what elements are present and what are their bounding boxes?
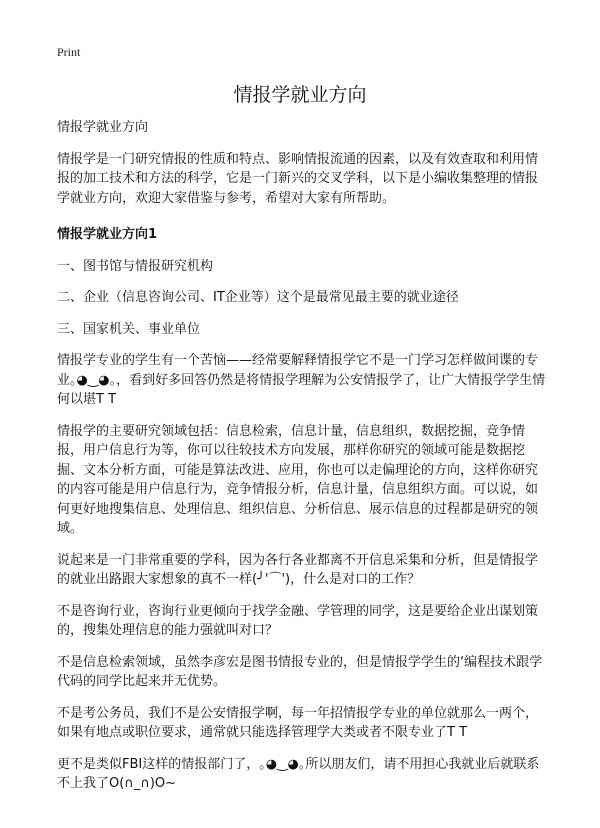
print-link[interactable]: Print bbox=[57, 45, 81, 59]
article-body bbox=[57, 118, 547, 806]
list-item: 三、国家机关、事业单位 bbox=[57, 321, 201, 337]
intro-paragraph: 情报学是一门研究情报的性质和特点、影响情报流通的因素，以及有效查取和利用情报的加工技术和方法的科学，它是一门新兴的交叉学科，以下是小编收集整理的情报学就业方向，欢迎大家借鉴与参考，希望对大家有所帮助。 bbox=[57, 151, 539, 206]
paragraph: 不是信息检索领域，虽然李彦宏是图书情报专业的，但是情报学学生的‘编程技术跟学代码的同学比起来并无优势。 bbox=[57, 654, 543, 689]
page-title: 情报学就业方向 bbox=[233, 84, 367, 106]
list-item: 一、图书馆与情报研究机构 bbox=[57, 258, 214, 274]
paragraph: 不是考公务员，我们不是公安情报学啊，每一年招情报学专业的单位就那么一两个，如果有地点或职位要求，通常就只能选择管理学大类或者不限专业了T T bbox=[57, 705, 539, 740]
paragraph: 更不是类似FBI这样的情报部门了，｡◕‿◕｡所以朋友们，请不用担心我就业后就联系不上我了O(∩_∩)O~ bbox=[57, 756, 540, 791]
paragraph: 不是咨询行业，咨询行业更倾向于找学金融、学管理的同学，这是要给企业出谋划策的，搜集处理信息的能力强就叫对口？ bbox=[57, 603, 539, 638]
list-item: 二、企业（信息咨询公司、IT企业等）这个是最常见最主要的就业途径 bbox=[57, 290, 459, 305]
article-subtitle: 情报学就业方向 bbox=[57, 120, 149, 135]
section-heading: 情报学就业方向1 bbox=[57, 227, 158, 242]
paragraph: 情报学专业的学生有一个苦恼——经常要解释情报学它不是一门学习怎样做间谍的专业｡◕‿◕｡，看到好多回答仍然是将情报学理解为公安情报学了，让广大情报学学生情何以堪T T bbox=[57, 353, 546, 407]
paragraph: 说起来是一门非常重要的学科，因为各行各业都离不开信息采集和分析，但是情报学的就业出路跟大家想象的真不一样(╯'⌒')，什么是对口的工作？ bbox=[57, 552, 539, 587]
paragraph: 情报学的主要研究领域包括：信息检索，信息计量，信息组织，数据挖掘，竞争情报，用户信息行为等，你可以往较技术方向发展，那样你研究的领域可能是数据挖掘、文本分析方面，可能是算法改进、应用，你也可以走偏理论的方向，这样你研究的内容可能是用户信息行为，竞争情报分析，信息计量，信息组织方面。可以说，如何更好地搜集信息、处理信息、组织信息、分析信息、展示信息的过程都是研究的领域。 bbox=[57, 423, 539, 536]
